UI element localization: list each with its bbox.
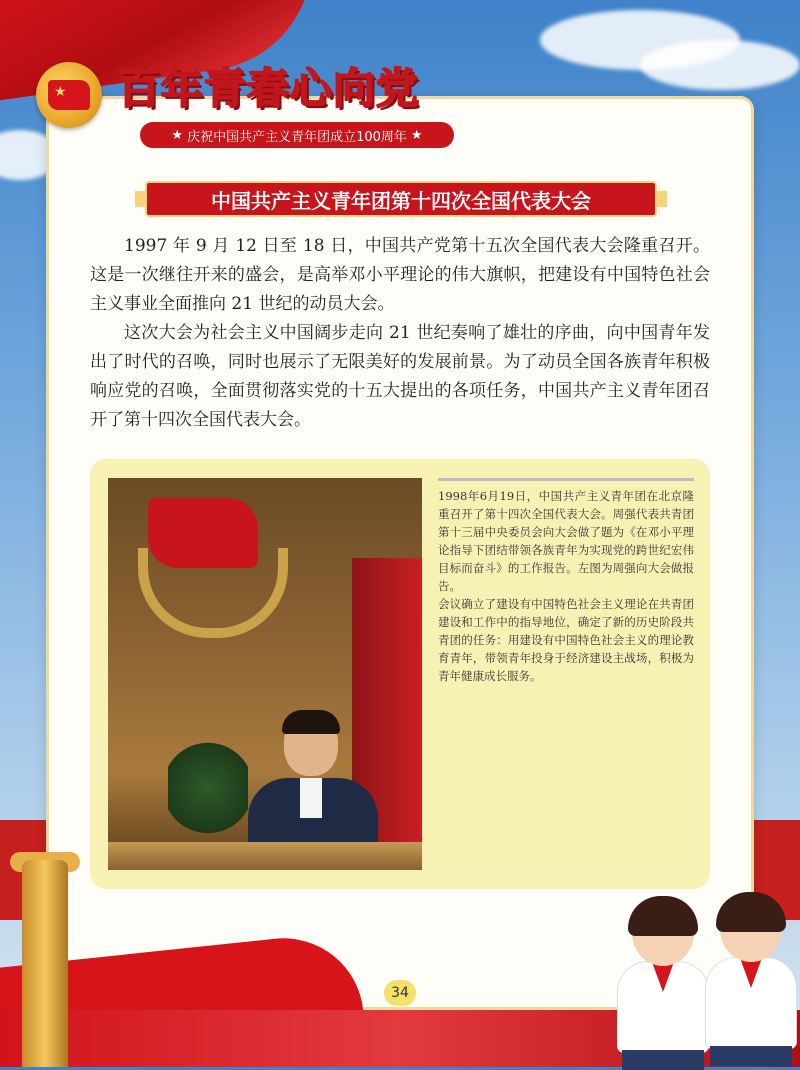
cloud-decoration xyxy=(640,40,800,90)
youth-league-emblem-icon xyxy=(36,62,102,128)
caption-paragraph: 会议确立了建设有中国特色社会主义理论在共青团建设和工作中的指导地位，确定了新的历史阶段共青团的任务：用建设有中国特色社会主义的理论教育青年，带领青年投身于经济建设主战场，积极为青年健康成长服务。 xyxy=(438,597,694,683)
emblem-wreath xyxy=(138,548,288,638)
page-title: 百年青春心向党 xyxy=(118,64,420,113)
photo-caption xyxy=(438,487,694,685)
saluting-student-illustration xyxy=(706,896,796,1066)
body-paragraph: 1997 年 9 月 12 日至 18 日，中国共产党第十五次全国代表大会隆重召开。这是一次继往开来的盛会，是高举邓小平理论的伟大旗帜，把建设有中国特色社会主义事业全面推向 21 世纪的动员大会。 xyxy=(90,236,710,314)
subtitle-text: 庆祝中国共产主义青年团成立100周年 xyxy=(187,129,407,145)
saluting-student-illustration xyxy=(618,900,708,1070)
caption-divider xyxy=(438,478,694,481)
huabiao-pillar-icon xyxy=(22,860,68,1067)
subtitle-banner xyxy=(140,122,454,148)
potted-plant xyxy=(168,738,248,838)
caption-paragraph: 1998年6月19日，中国共产主义青年团在北京隆重召开了第十四次全国代表大会。周强代表共青团第十三届中央委员会向大会做了题为《在邓小平理论指导下团结带领各族青年为实现党的跨世纪宏伟目标而奋斗》的工作报告。左图为周强向大会做报告。 xyxy=(438,489,694,593)
podium xyxy=(108,842,422,870)
section-title: 中国共产主义青年团第十四次全国代表大会 xyxy=(145,181,657,217)
star-icon: ★ xyxy=(410,127,423,143)
body-paragraph: 这次大会为社会主义中国阔步走向 21 世纪奏响了雄壮的序曲，向中国青年发出了时代的召唤，同时也展示了无限美好的发展前景。为了动员全国各族青年积极响应党的召唤，全面贯彻落实党的十五大提出的各项任务，中国共产主义青年团召开了第十四次全国代表大会。 xyxy=(90,323,710,430)
speaker-shirt xyxy=(300,778,322,818)
speaker-hair xyxy=(282,710,340,734)
star-icon: ★ xyxy=(171,127,184,143)
congress-speech-photo xyxy=(108,478,422,870)
flag-icon xyxy=(48,80,90,110)
page-number: 34 xyxy=(384,980,416,1006)
article-body xyxy=(90,232,710,435)
